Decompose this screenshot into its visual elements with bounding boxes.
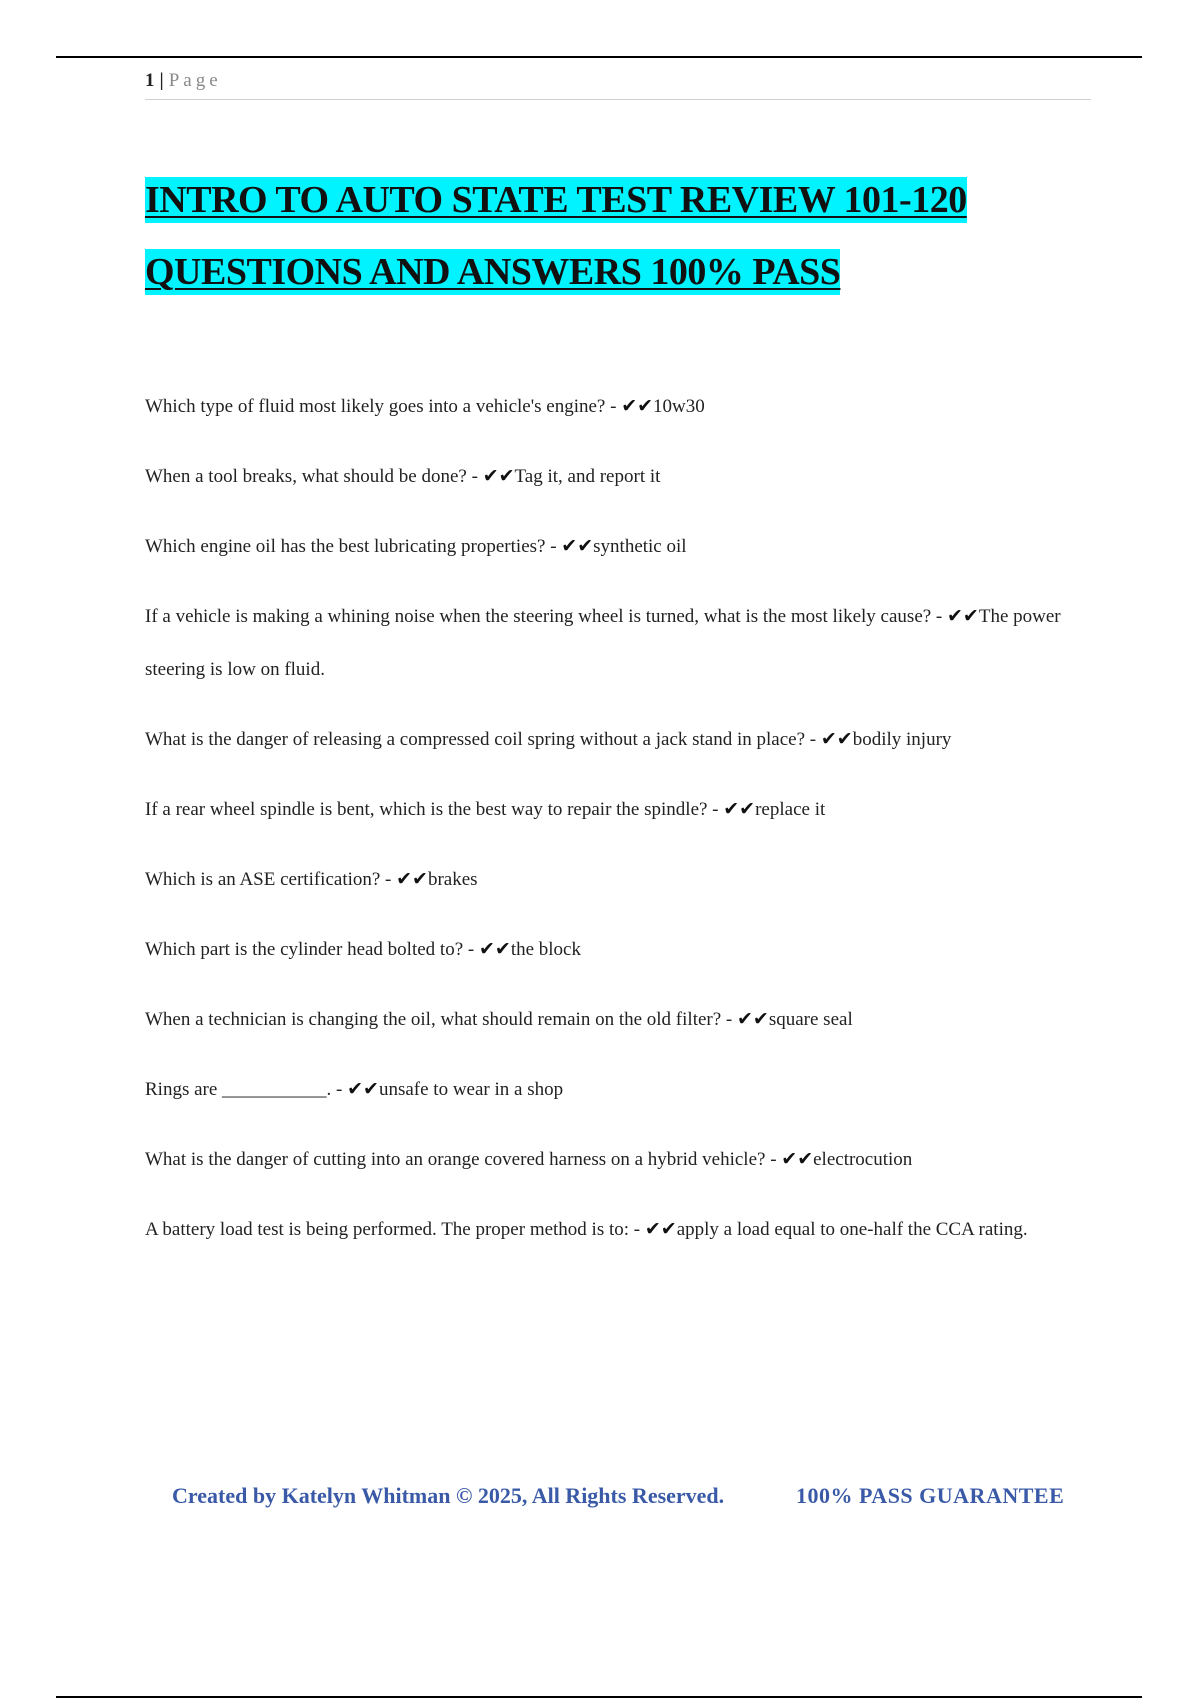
answer-text: replace it: [755, 799, 826, 820]
answer-text: square seal: [768, 1009, 853, 1030]
qa-item: [145, 993, 1095, 1046]
check-icon: ✔✔: [644, 1219, 677, 1240]
qa-item: [145, 853, 1095, 906]
answer-text: bodily injury: [852, 729, 952, 750]
footer-guarantee-text: 100% PASS GUARANTEE: [796, 1483, 1065, 1508]
qa-item: [145, 923, 1095, 976]
page-word: Page: [168, 70, 222, 91]
title-line-1: INTRO TO AUTO STATE TEST REVIEW 101-120: [145, 179, 967, 221]
question-text: Which engine oil has the best lubricating properties? -: [145, 536, 562, 557]
question-text: Which is an ASE certification? -: [145, 869, 397, 890]
question-text: What is the danger of releasing a compressed coil spring without a jack stand in place? -: [145, 729, 821, 750]
question-text: Which part is the cylinder head bolted to? -: [145, 939, 479, 960]
qa-item: [145, 1063, 1095, 1116]
qa-item: [145, 590, 1095, 696]
check-icon: ✔✔: [723, 799, 756, 820]
answer-text: apply a load equal to one-half the CCA rating.: [676, 1219, 1028, 1240]
check-icon: ✔✔: [561, 536, 594, 557]
answer-text: 10w30: [653, 396, 705, 417]
check-icon: ✔✔: [781, 1149, 814, 1170]
page-separator: |: [159, 70, 165, 91]
answer-text: electrocution: [813, 1149, 913, 1170]
qa-item: [145, 520, 1095, 573]
question-text: What is the danger of cutting into an orange covered harness on a hybrid vehicle? -: [145, 1149, 782, 1170]
bottom-rule: [56, 1696, 1142, 1698]
check-icon: ✔✔: [396, 869, 428, 890]
answer-text: the block: [510, 939, 581, 960]
check-icon: ✔✔: [478, 939, 511, 960]
question-text: If a vehicle is making a whining noise when the steering wheel is turned, what is the most likely cause? -: [145, 606, 948, 627]
answer-text: Tag it, and report it: [514, 466, 661, 487]
qa-item: [145, 713, 1095, 766]
header-rule: [145, 99, 1091, 100]
question-text: When a technician is changing the oil, what should remain on the old filter? -: [145, 1009, 737, 1030]
check-icon: ✔✔: [947, 606, 979, 627]
check-icon: ✔✔: [621, 396, 654, 417]
qa-item: [145, 1203, 1095, 1256]
footer-guarantee: [796, 1483, 1064, 1509]
answer-text: The power steering is low on fluid.: [145, 606, 1061, 680]
question-text: Which type of fluid most likely goes into a vehicle's engine? -: [145, 396, 622, 417]
footer-copyright-text: Created by Katelyn Whitman © 2025, All Rights Reserved.: [172, 1483, 725, 1508]
footer-copyright: [172, 1483, 724, 1509]
check-icon: ✔✔: [347, 1079, 379, 1100]
answer-text: unsafe to wear in a shop: [378, 1079, 564, 1100]
question-text: A battery load test is being performed. The proper method is to: -: [145, 1219, 645, 1240]
check-icon: ✔✔: [482, 466, 515, 487]
qa-item: [145, 783, 1095, 836]
page-header: [145, 70, 222, 92]
question-text: If a rear wheel spindle is bent, which is the best way to repair the spindle? -: [145, 799, 724, 820]
page-number: 1: [145, 70, 156, 91]
top-rule: [56, 56, 1142, 58]
answer-text: brakes: [427, 869, 478, 890]
check-icon: ✔✔: [820, 729, 853, 750]
qa-item: [145, 1133, 1095, 1186]
check-icon: ✔✔: [737, 1009, 769, 1030]
qa-item: [145, 380, 1095, 433]
title-line-2: QUESTIONS AND ANSWERS 100% PASS: [145, 251, 841, 293]
qa-item: [145, 450, 1095, 503]
question-text: Rings are ___________. -: [145, 1079, 348, 1100]
document-title: [145, 164, 1105, 308]
question-text: When a tool breaks, what should be done? -: [145, 466, 483, 487]
qa-list: [145, 380, 1095, 1273]
answer-text: synthetic oil: [593, 536, 687, 557]
